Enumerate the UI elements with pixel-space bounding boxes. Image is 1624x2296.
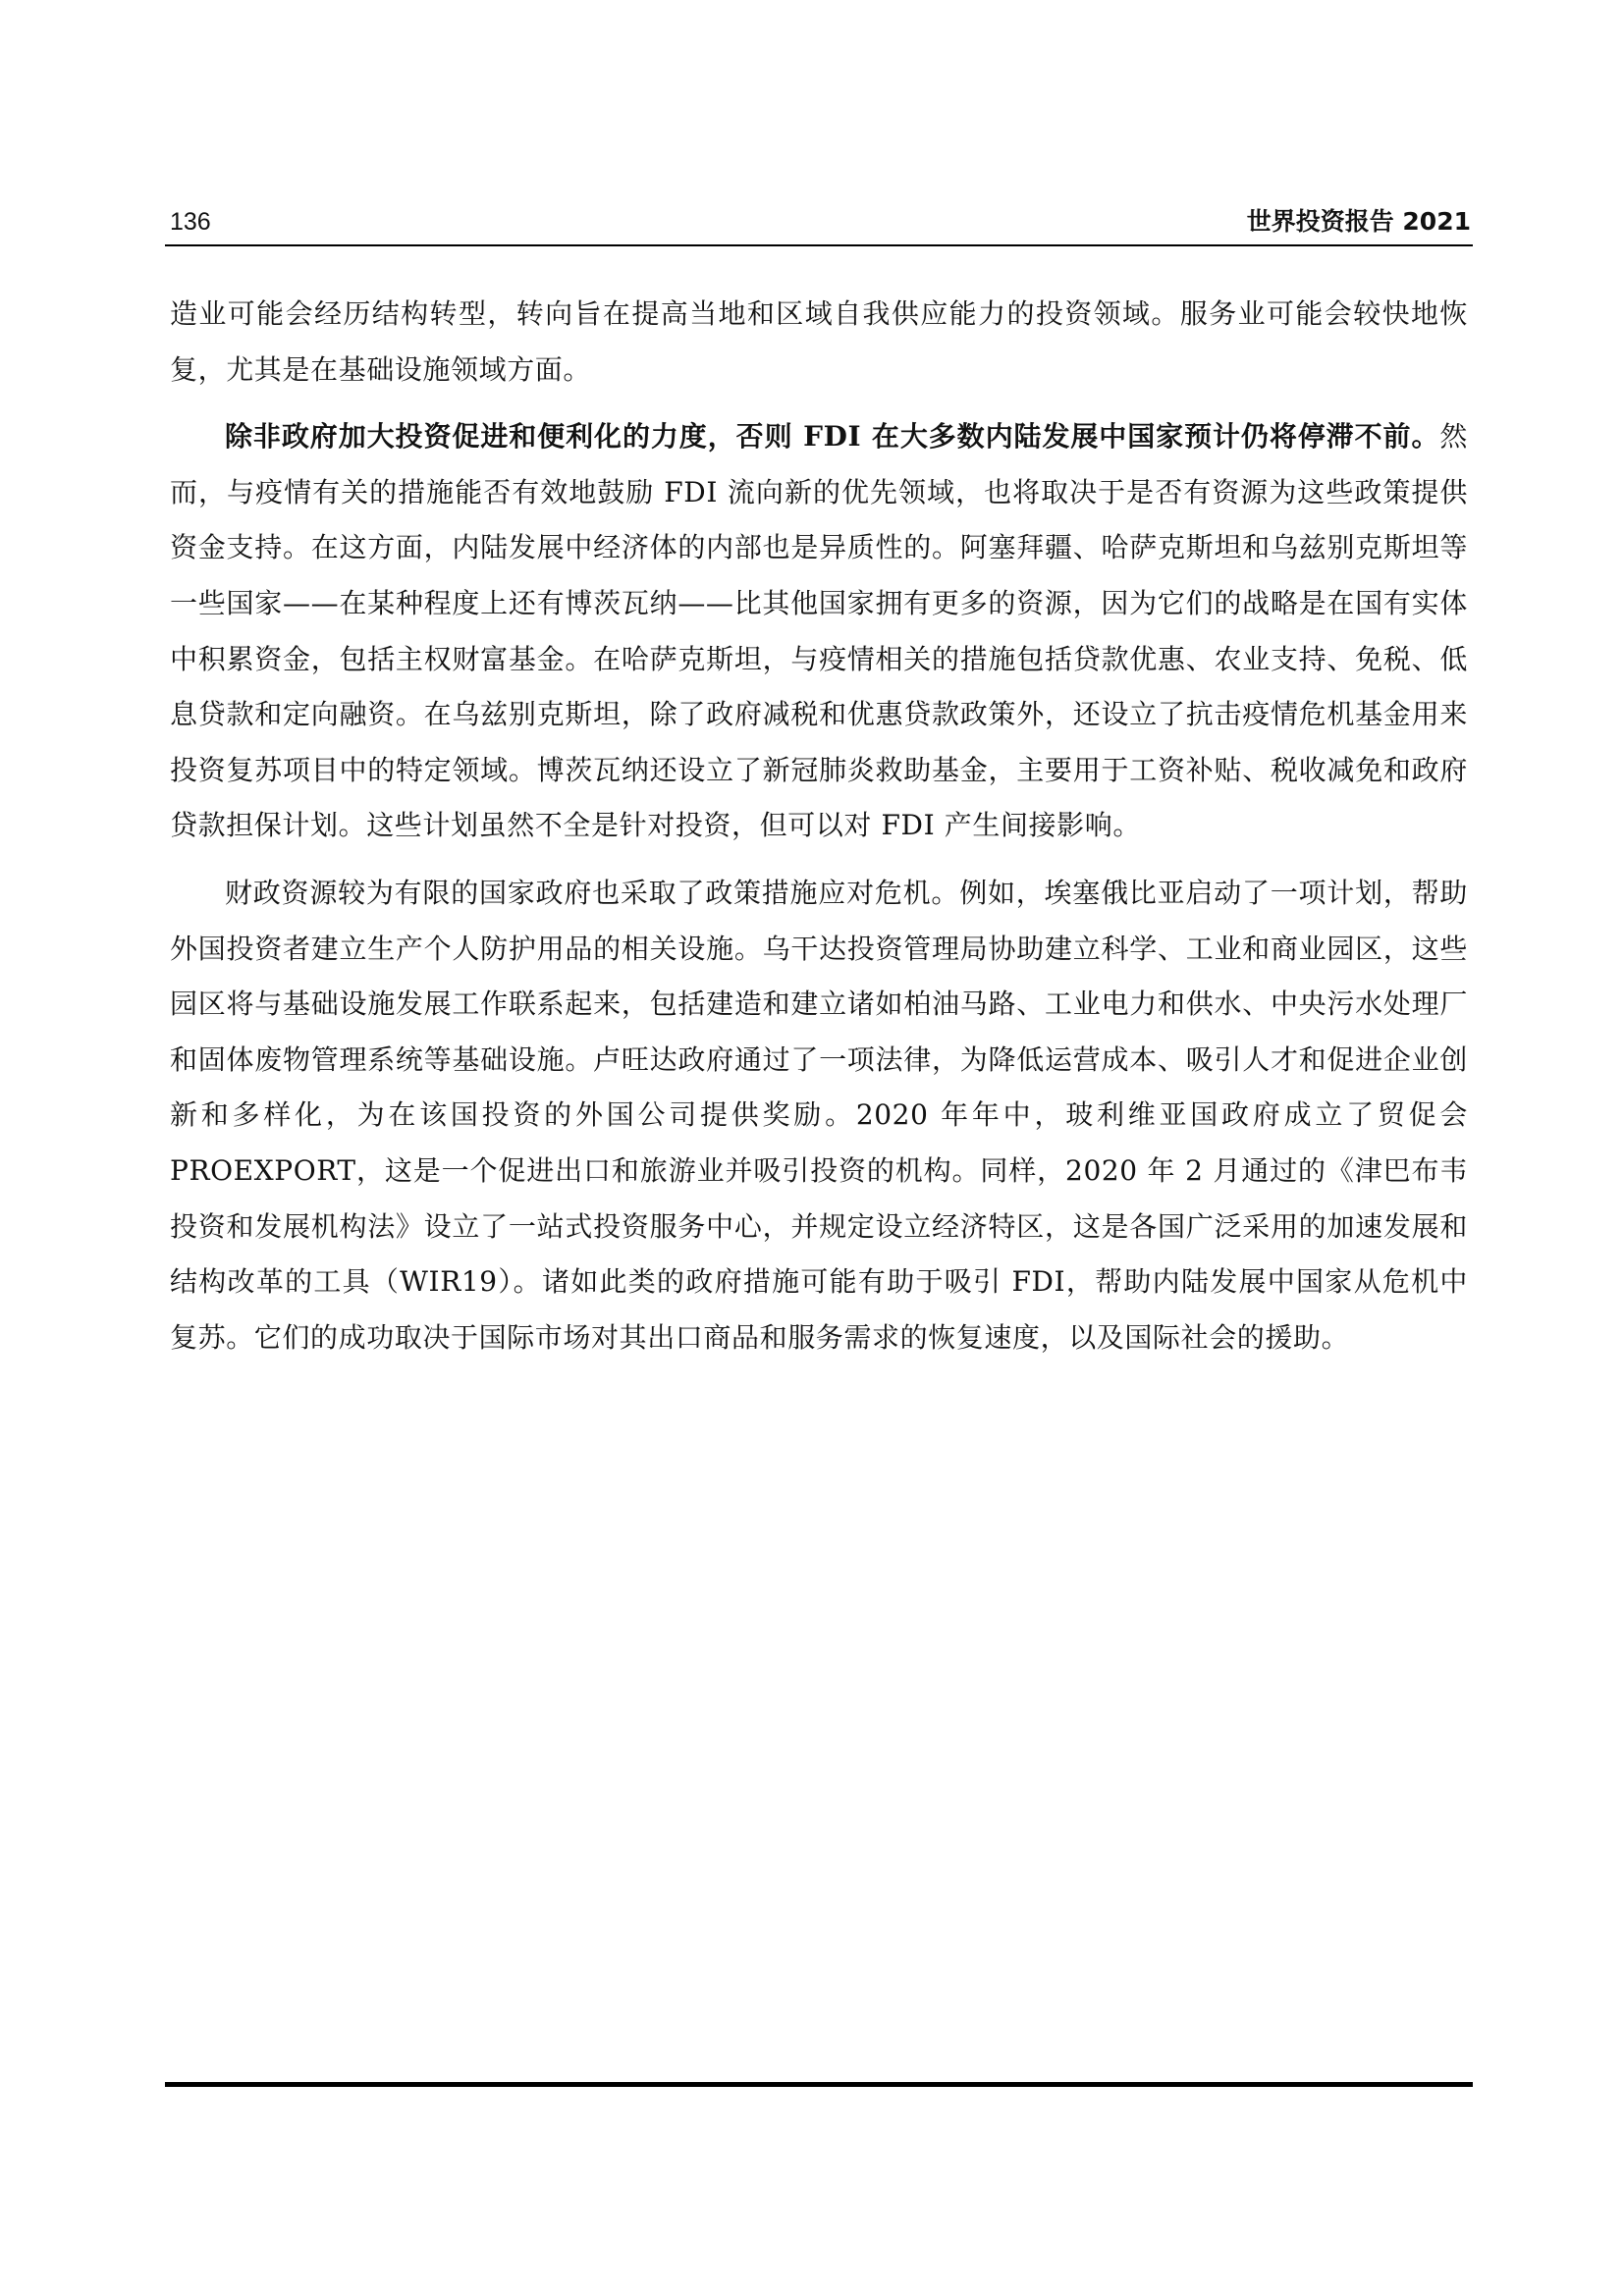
paragraph-text: 造业可能会经历结构转型，转向旨在提高当地和区域自我供应能力的投资领域。服务业可能会较快地恢复，尤其是在基础设施领域方面。 [170,297,1468,386]
paragraph-bold-lead: 除非政府加大投资促进和便利化的力度，否则 FDI 在大多数内陆发展中国家预计仍将停滞不前。 [225,420,1440,454]
paragraph-fdi-outlook [170,409,1468,854]
paragraph-continuation [170,287,1468,398]
header-rule [165,244,1473,246]
body-text [170,287,1468,1377]
paragraph-text: 财政资源较为有限的国家政府也采取了政策措施应对危机。例如，埃塞俄比亚启动了一项计划，帮助外国投资者建立生产个人防护用品的相关设施。乌干达投资管理局协助建立科学、工业和商业园区，这些园区将与基础设施发展工作联系起来，包括建造和建立诸如柏油马路、工业电力和供水、中央污水处理厂和固体废物管理系统等基础设施。卢旺达政府通过了一项法律，为降低运营成本、吸引人才和促进企业创新和多样化，为在该国投资的外国公司提供奖励。2020 年年中，玻利维亚国政府成立了贸促会 PROEXPORT，这是一个促进出口和旅游业并吸引投资的机构。同样，2020 年 2 月通过的《津巴布韦投资和发展机构法》设立了一站式投资服务中心，并规定设立经济特区，这是各国广泛采用的加速发展和结构改革的工具（WIR19）。诸如此类的政府措施可能有助于吸引 FDI，帮助内陆发展中国家从危机中复苏。它们的成功取决于国际市场对其出口商品和服务需求的恢复速度，以及国际社会的援助。 [170,876,1468,1354]
page-number: 136 [170,208,211,236]
page-header [170,201,1471,240]
paragraph-text: 然而，与疫情有关的措施能否有效地鼓励 FDI 流向新的优先领域，也将取决于是否有资源为这些政策提供资金支持。在这方面，内陆发展中经济体的内部也是异质性的。阿塞拜疆、哈萨克斯坦和乌兹别克斯坦等一些国家——在某种程度上还有博茨瓦纳——比其他国家拥有更多的资源，因为它们的战略是在国有实体中积累资金，包括主权财富基金。在哈萨克斯坦，与疫情相关的措施包括贷款优惠、农业支持、免税、低息贷款和定向融资。在乌兹别克斯坦，除了政府减税和优惠贷款政策外，还设立了抗击疫情危机基金用来投资复苏项目中的特定领域。博茨瓦纳还设立了新冠肺炎救助基金，主要用于工资补贴、税收减免和政府贷款担保计划。这些计划虽然不全是针对投资，但可以对 FDI 产生间接影响。 [170,420,1468,842]
running-title: 世界投资报告 2021 [1246,207,1471,236]
footer-rule [165,2082,1473,2087]
paragraph-policy-measures [170,866,1468,1365]
